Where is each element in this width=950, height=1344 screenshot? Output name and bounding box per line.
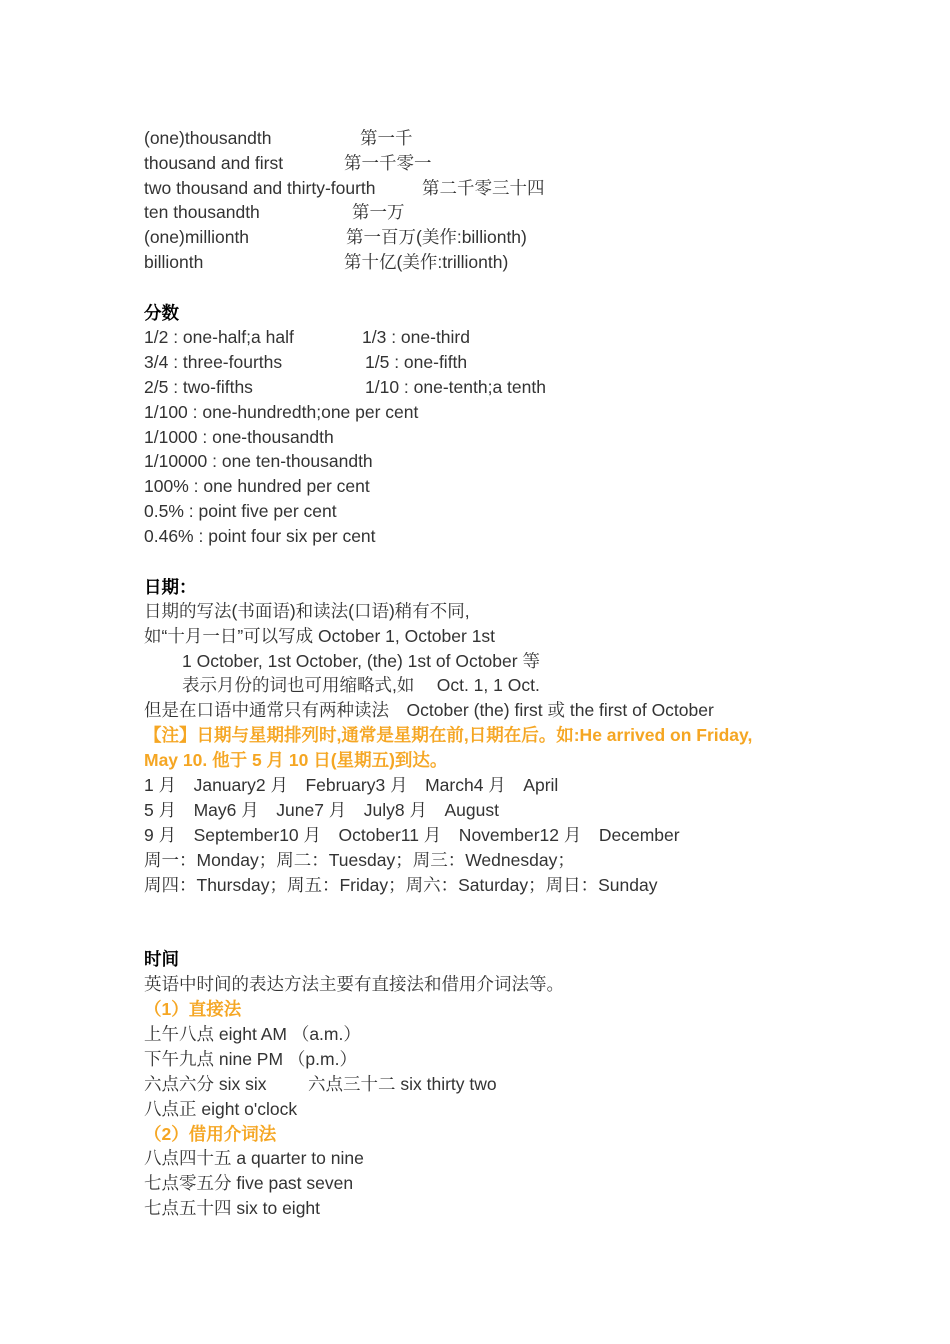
- dates-note: May 10. 他于 5 月 10 日(星期五)到达。: [144, 750, 448, 770]
- time-line: 七点零五分 five past seven: [144, 1173, 354, 1193]
- ordinal-zh: 第一千: [360, 128, 413, 148]
- weekdays-line: 周四：Thursday；周五：Friday；周六：Saturday；周日：Sunday: [144, 875, 658, 895]
- dates-line: 如“十月一日”可以写成 October 1, October 1st: [144, 626, 496, 646]
- fraction-item: 1/2 : one-half;a half: [144, 327, 294, 347]
- dates-note: 【注】日期与星期排列时,通常是星期在前,日期在后。如:He arrived on Friday,: [144, 725, 753, 745]
- months-line: 9 月 September10 月 October11 月 November12 月 December: [144, 825, 680, 845]
- fraction-line: 0.5% : point five per cent: [144, 501, 337, 521]
- dates-line: 表示月份的词也可用缩略式,如 Oct. 1, 1 Oct.: [182, 675, 540, 695]
- months-line: 5 月 May6 月 June7 月 July8 月 August: [144, 800, 499, 820]
- ordinal-zh: 第二千零三十四: [422, 178, 545, 198]
- time-pair: [144, 1073, 497, 1095]
- fraction-line: 1/10000 : one ten-thousandth: [144, 451, 373, 471]
- ordinal-zh: 第一千零一: [344, 153, 432, 173]
- dates-heading: 日期：: [144, 577, 197, 597]
- fraction-pair: [144, 326, 470, 348]
- ordinal-en: thousand and first: [144, 153, 284, 173]
- fraction-pair: [144, 376, 546, 398]
- fraction-item: 3/4 : three-fourths: [144, 352, 283, 372]
- time-heading: 时间: [144, 949, 179, 969]
- fraction-pair: [144, 351, 468, 373]
- time-intro: 英语中时间的表达方法主要有直接法和借用介词法等。: [144, 974, 564, 994]
- time-line: 七点五十四 six to eight: [144, 1198, 321, 1218]
- ordinal-en: billionth: [144, 252, 204, 272]
- ordinal-row: [144, 251, 509, 273]
- ordinal-en: (one)thousandth: [144, 128, 272, 148]
- months-line: 1 月 January2 月 February3 月 March4 月 April: [144, 775, 559, 795]
- fraction-line: 1/100 : one-hundredth;one per cent: [144, 402, 419, 422]
- direct-method-heading: （1）直接法: [144, 999, 242, 1019]
- time-line: 八点正 eight o'clock: [144, 1099, 298, 1119]
- fraction-item: 1/5 : one-fifth: [365, 352, 468, 372]
- time-line: 下午九点 nine PM （p.m.）: [144, 1049, 357, 1069]
- ordinal-en: ten thousandth: [144, 202, 260, 222]
- ordinal-en: (one)millionth: [144, 227, 250, 247]
- fraction-line: 0.46% : point four six per cent: [144, 526, 376, 546]
- time-line: 八点四十五 a quarter to nine: [144, 1148, 364, 1168]
- fraction-item: 2/5 : two-fifths: [144, 377, 253, 397]
- ordinal-zh: 第十亿(美作:trillionth): [344, 252, 509, 272]
- ordinal-en: two thousand and thirty-fourth: [144, 178, 376, 198]
- fraction-item: 1/10 : one-tenth;a tenth: [365, 377, 546, 397]
- ordinal-zh: 第一百万(美作:billionth): [346, 227, 527, 247]
- fraction-line: 1/1000 : one-thousandth: [144, 427, 334, 447]
- ordinal-row: [144, 177, 545, 199]
- time-item: 六点三十二 six thirty two: [308, 1074, 497, 1094]
- ordinal-zh: 第一万: [352, 202, 405, 222]
- dates-line: 日期的写法(书面语)和读法(口语)稍有不同,: [144, 601, 470, 621]
- fractions-heading: 分数: [144, 303, 179, 323]
- dates-line: 但是在口语中通常只有两种读法 October (the) first 或 the first of October: [144, 700, 714, 720]
- fraction-item: 1/3 : one-third: [362, 327, 470, 347]
- dates-line: 1 October, 1st October, (the) 1st of October 等: [182, 651, 540, 671]
- fraction-line: 100% : one hundred per cent: [144, 476, 370, 496]
- ordinal-row: [144, 226, 527, 248]
- prep-method-heading: （2）借用介词法: [144, 1124, 277, 1144]
- weekdays-line: 周一：Monday；周二：Tuesday；周三：Wednesday；: [144, 850, 575, 870]
- ordinal-row: [144, 127, 413, 149]
- ordinal-row: [144, 201, 405, 223]
- time-item: 六点六分 six six: [144, 1074, 267, 1094]
- ordinal-row: [144, 152, 432, 174]
- time-line: 上午八点 eight AM （a.m.）: [144, 1024, 361, 1044]
